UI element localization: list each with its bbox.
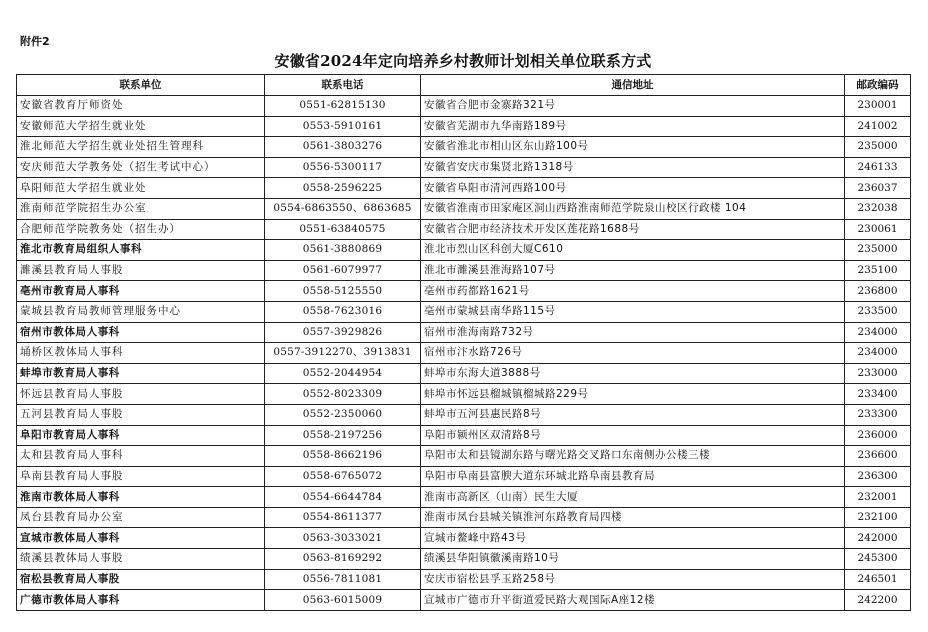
phone-cell: 0554-8611377 bbox=[265, 507, 421, 528]
zip-cell: 235000 bbox=[845, 137, 911, 158]
unit-cell: 凤台县教育局办公室 bbox=[17, 507, 265, 528]
phone-cell: 0558-2197256 bbox=[265, 425, 421, 446]
unit-cell: 阜南县教育局人事股 bbox=[17, 466, 265, 487]
address-cell: 安徽省淮北市相山区东山路100号 bbox=[421, 137, 845, 158]
phone-cell: 0552-2044954 bbox=[265, 363, 421, 384]
address-cell: 淮北市濉溪县淮海路107号 bbox=[421, 260, 845, 281]
phone-cell: 0563-8169292 bbox=[265, 549, 421, 570]
address-cell: 安徽省安庆市集贤北路1318号 bbox=[421, 157, 845, 178]
table-row bbox=[17, 281, 911, 302]
zip-cell: 242200 bbox=[845, 590, 911, 611]
zip-cell: 236300 bbox=[845, 466, 911, 487]
unit-cell: 安庆师范大学教务处（招生考试中心） bbox=[17, 157, 265, 178]
table-row bbox=[17, 549, 911, 570]
phone-cell: 0558-2596225 bbox=[265, 178, 421, 199]
address-cell: 绩溪县华阳镇徽溪南路10号 bbox=[421, 549, 845, 570]
address-cell: 安徽省淮南市田家庵区洞山西路淮南师范学院泉山校区行政楼 104 bbox=[421, 198, 845, 219]
zip-cell: 230061 bbox=[845, 219, 911, 240]
phone-cell: 0553-5910161 bbox=[265, 116, 421, 137]
address-cell: 宿州市淮海南路732号 bbox=[421, 322, 845, 343]
address-cell: 淮北市烈山区科创大厦C610 bbox=[421, 240, 845, 261]
table-row bbox=[17, 425, 911, 446]
table-row bbox=[17, 301, 911, 322]
unit-cell: 绩溪县教体局人事股 bbox=[17, 549, 265, 570]
zip-cell: 246133 bbox=[845, 157, 911, 178]
address-cell: 宣城市广德市升平街道爱民路大观国际A座12楼 bbox=[421, 590, 845, 611]
zip-cell: 233300 bbox=[845, 404, 911, 425]
zip-cell: 235000 bbox=[845, 240, 911, 261]
unit-cell: 安徽师范大学招生就业处 bbox=[17, 116, 265, 137]
phone-cell: 0556-7811081 bbox=[265, 569, 421, 590]
phone-cell: 0563-6015009 bbox=[265, 590, 421, 611]
table-row bbox=[17, 363, 911, 384]
unit-cell: 安徽省教育厅师资处 bbox=[17, 96, 265, 117]
address-cell: 安庆市宿松县孚玉路258号 bbox=[421, 569, 845, 590]
unit-cell: 太和县教育局人事科 bbox=[17, 446, 265, 467]
table-row bbox=[17, 137, 911, 158]
zip-cell: 242000 bbox=[845, 528, 911, 549]
address-cell: 阜阳市阜南县富腴大道东环城北路阜南县教育局 bbox=[421, 466, 845, 487]
unit-cell: 淮南师范学院招生办公室 bbox=[17, 198, 265, 219]
phone-cell: 0551-63840575 bbox=[265, 219, 421, 240]
unit-cell: 阜阳师范大学招生就业处 bbox=[17, 178, 265, 199]
address-cell: 安徽省合肥市金寨路321号 bbox=[421, 96, 845, 117]
unit-cell: 怀远县教育局人事股 bbox=[17, 384, 265, 405]
phone-cell: 0558-6765072 bbox=[265, 466, 421, 487]
unit-cell: 广德市教体局人事科 bbox=[17, 590, 265, 611]
table-row bbox=[17, 178, 911, 199]
address-cell: 安徽省阜阳市清河西路100号 bbox=[421, 178, 845, 199]
unit-cell: 蚌埠市教育局人事科 bbox=[17, 363, 265, 384]
attachment-label: 附件2 bbox=[20, 35, 50, 48]
table-row bbox=[17, 157, 911, 178]
table-row bbox=[17, 116, 911, 137]
zip-cell: 236800 bbox=[845, 281, 911, 302]
zip-cell: 232038 bbox=[845, 198, 911, 219]
table-row bbox=[17, 507, 911, 528]
phone-cell: 0563-3033021 bbox=[265, 528, 421, 549]
table-row bbox=[17, 96, 911, 117]
phone-cell: 0552-2350060 bbox=[265, 404, 421, 425]
phone-cell: 0552-8023309 bbox=[265, 384, 421, 405]
address-cell: 宿州市汴水路726号 bbox=[421, 343, 845, 364]
zip-cell: 233000 bbox=[845, 363, 911, 384]
unit-cell: 淮北师范大学招生就业处招生管理科 bbox=[17, 137, 265, 158]
address-cell: 淮南市凤台县城关镇淮河东路教育局四楼 bbox=[421, 507, 845, 528]
unit-cell: 合肥师范学院教务处（招生办） bbox=[17, 219, 265, 240]
address-cell: 亳州市蒙城县南华路115号 bbox=[421, 301, 845, 322]
table-row bbox=[17, 590, 911, 611]
phone-cell: 0561-3880869 bbox=[265, 240, 421, 261]
table-body bbox=[17, 96, 911, 611]
unit-cell: 埇桥区教体局人事科 bbox=[17, 343, 265, 364]
table-row bbox=[17, 487, 911, 508]
zip-cell: 233400 bbox=[845, 384, 911, 405]
zip-cell: 245300 bbox=[845, 549, 911, 570]
table-row bbox=[17, 384, 911, 405]
unit-cell: 宿松县教育局人事股 bbox=[17, 569, 265, 590]
phone-cell: 0558-5125550 bbox=[265, 281, 421, 302]
zip-cell: 233500 bbox=[845, 301, 911, 322]
phone-cell: 0558-8662196 bbox=[265, 446, 421, 467]
zip-cell: 230001 bbox=[845, 96, 911, 117]
unit-cell: 濉溪县教育局人事股 bbox=[17, 260, 265, 281]
header-phone: 联系电话 bbox=[265, 75, 421, 96]
table-row bbox=[17, 466, 911, 487]
table-row bbox=[17, 569, 911, 590]
address-cell: 安徽省芜湖市九华南路189号 bbox=[421, 116, 845, 137]
zip-cell: 241002 bbox=[845, 116, 911, 137]
zip-cell: 236000 bbox=[845, 425, 911, 446]
phone-cell: 0558-7623016 bbox=[265, 301, 421, 322]
address-cell: 淮南市高新区（山南）民生大厦 bbox=[421, 487, 845, 508]
phone-cell: 0556-5300117 bbox=[265, 157, 421, 178]
table-row bbox=[17, 240, 911, 261]
table-row bbox=[17, 343, 911, 364]
zip-cell: 234000 bbox=[845, 343, 911, 364]
table-row bbox=[17, 528, 911, 549]
address-cell: 宣城市鳌峰中路43号 bbox=[421, 528, 845, 549]
unit-cell: 亳州市教育局人事科 bbox=[17, 281, 265, 302]
table-row bbox=[17, 198, 911, 219]
phone-cell: 0557-3929826 bbox=[265, 322, 421, 343]
address-cell: 阜阳市太和县镜湖东路与曙光路交叉路口东南侧办公楼三楼 bbox=[421, 446, 845, 467]
table-row bbox=[17, 446, 911, 467]
unit-cell: 淮北市教育局组织人事科 bbox=[17, 240, 265, 261]
address-cell: 阜阳市颍州区双清路8号 bbox=[421, 425, 845, 446]
phone-cell: 0561-6079977 bbox=[265, 260, 421, 281]
unit-cell: 蒙城县教育局教师管理服务中心 bbox=[17, 301, 265, 322]
table-row bbox=[17, 260, 911, 281]
header-unit: 联系单位 bbox=[17, 75, 265, 96]
address-cell: 蚌埠市东海大道3888号 bbox=[421, 363, 845, 384]
table-row bbox=[17, 322, 911, 343]
document-title: 安徽省2024年定向培养乡村教师计划相关单位联系方式 bbox=[274, 52, 652, 70]
phone-cell: 0557-3912270、3913831 bbox=[265, 343, 421, 364]
zip-cell: 236037 bbox=[845, 178, 911, 199]
unit-cell: 淮南市教体局人事科 bbox=[17, 487, 265, 508]
address-cell: 蚌埠市怀远县榴城镇榴城路229号 bbox=[421, 384, 845, 405]
zip-cell: 232100 bbox=[845, 507, 911, 528]
phone-cell: 0554-6863550、6863685 bbox=[265, 198, 421, 219]
header-zip: 邮政编码 bbox=[845, 75, 911, 96]
phone-cell: 0554-6644784 bbox=[265, 487, 421, 508]
address-cell: 亳州市药都路1621号 bbox=[421, 281, 845, 302]
address-cell: 安徽省合肥市经济技术开发区莲花路1688号 bbox=[421, 219, 845, 240]
zip-cell: 236600 bbox=[845, 446, 911, 467]
unit-cell: 阜阳市教育局人事科 bbox=[17, 425, 265, 446]
address-cell: 蚌埠市五河县惠民路8号 bbox=[421, 404, 845, 425]
unit-cell: 宣城市教体局人事科 bbox=[17, 528, 265, 549]
table-row bbox=[17, 404, 911, 425]
phone-cell: 0561-3803276 bbox=[265, 137, 421, 158]
phone-cell: 0551-62815130 bbox=[265, 96, 421, 117]
zip-cell: 234000 bbox=[845, 322, 911, 343]
header-address: 通信地址 bbox=[421, 75, 845, 96]
contact-table bbox=[16, 74, 911, 611]
header-row bbox=[17, 75, 911, 96]
zip-cell: 235100 bbox=[845, 260, 911, 281]
unit-cell: 宿州市教体局人事科 bbox=[17, 322, 265, 343]
zip-cell: 246501 bbox=[845, 569, 911, 590]
table-row bbox=[17, 219, 911, 240]
unit-cell: 五河县教育局人事股 bbox=[17, 404, 265, 425]
zip-cell: 232001 bbox=[845, 487, 911, 508]
